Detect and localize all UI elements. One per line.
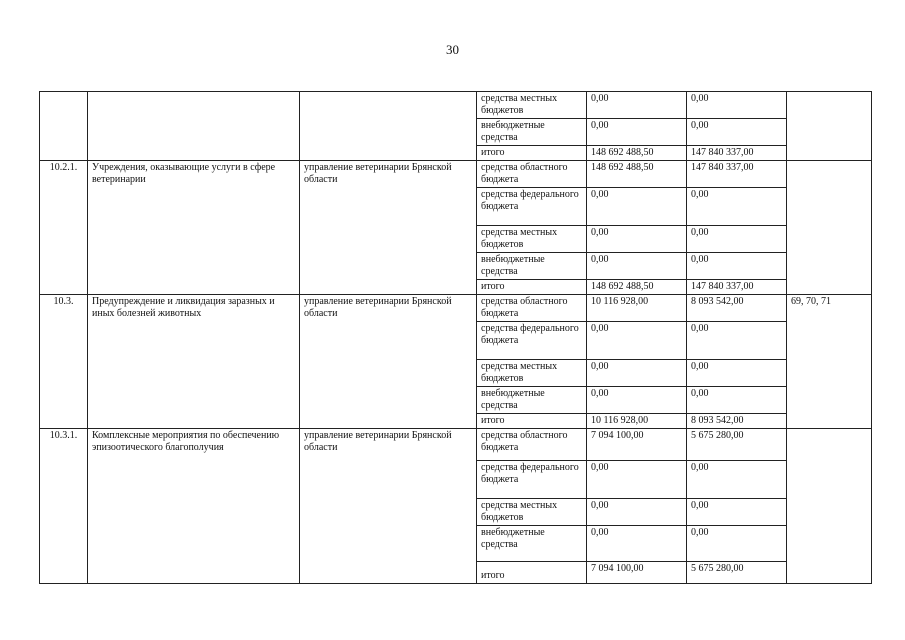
section-executor: управление ветеринарии Брянской области [300, 161, 477, 295]
section-title: Комплексные мероприятия по обеспечению эпизоотического благополучия [88, 429, 300, 584]
section-number: 10.3.1. [40, 429, 88, 584]
amount-year-1: 7 094 100,00 [587, 429, 687, 461]
section-number: 10.2.1. [40, 161, 88, 295]
amount-year-1: 148 692 488,50 [587, 280, 687, 295]
amount-year-2: 147 840 337,00 [687, 280, 787, 295]
amount-year-2: 0,00 [687, 92, 787, 119]
amount-year-2: 0,00 [687, 387, 787, 414]
section-indicators [787, 429, 872, 584]
amount-year-1: 148 692 488,50 [587, 146, 687, 161]
amount-year-1: 10 116 928,00 [587, 295, 687, 322]
funding-source: внебюджетные средства [477, 387, 587, 414]
amount-year-2: 0,00 [687, 226, 787, 253]
funding-source: средства областного бюджета [477, 161, 587, 188]
continuation-title-cell [88, 92, 300, 161]
funding-source: средства местных бюджетов [477, 92, 587, 119]
continuation-indicators-cell [787, 92, 872, 161]
amount-year-1: 0,00 [587, 461, 687, 499]
amount-year-2: 0,00 [687, 253, 787, 280]
amount-year-2: 5 675 280,00 [687, 429, 787, 461]
table-body [40, 92, 872, 584]
funding-source: внебюджетные средства [477, 119, 587, 146]
funding-source: внебюджетные средства [477, 526, 587, 562]
amount-year-1: 0,00 [587, 92, 687, 119]
funding-source: средства федерального бюджета [477, 188, 587, 226]
amount-year-1: 0,00 [587, 119, 687, 146]
amount-year-2: 147 840 337,00 [687, 146, 787, 161]
section-number: 10.3. [40, 295, 88, 429]
page-number: 30 [446, 42, 459, 57]
amount-year-2: 0,00 [687, 322, 787, 360]
amount-year-2: 0,00 [687, 360, 787, 387]
amount-year-1: 0,00 [587, 322, 687, 360]
funding-source: итого [477, 562, 587, 584]
amount-year-2: 0,00 [687, 461, 787, 499]
funding-source: средства областного бюджета [477, 295, 587, 322]
amount-year-1: 0,00 [587, 360, 687, 387]
funding-source: средства федерального бюджета [477, 322, 587, 360]
amount-year-2: 0,00 [687, 526, 787, 562]
funding-source: средства местных бюджетов [477, 226, 587, 253]
amount-year-1: 148 692 488,50 [587, 161, 687, 188]
amount-year-1: 0,00 [587, 188, 687, 226]
funding-source: средства областного бюджета [477, 429, 587, 461]
amount-year-1: 0,00 [587, 526, 687, 562]
budget-table [39, 91, 872, 584]
section-indicators [787, 161, 872, 295]
amount-year-2: 8 093 542,00 [687, 295, 787, 322]
continuation-number-cell [40, 92, 88, 161]
amount-year-1: 0,00 [587, 499, 687, 526]
funding-source: итого [477, 414, 587, 429]
section-title: Предупреждение и ликвидация заразных и иных болезней животных [88, 295, 300, 429]
amount-year-2: 8 093 542,00 [687, 414, 787, 429]
funding-source: итого [477, 280, 587, 295]
amount-year-2: 0,00 [687, 119, 787, 146]
section-executor: управление ветеринарии Брянской области [300, 295, 477, 429]
amount-year-2: 0,00 [687, 188, 787, 226]
funding-source: итого [477, 146, 587, 161]
amount-year-1: 0,00 [587, 387, 687, 414]
amount-year-1: 7 094 100,00 [587, 562, 687, 584]
amount-year-2: 147 840 337,00 [687, 161, 787, 188]
amount-year-1: 0,00 [587, 226, 687, 253]
funding-source: средства местных бюджетов [477, 360, 587, 387]
table-row [40, 295, 872, 322]
amount-year-2: 5 675 280,00 [687, 562, 787, 584]
amount-year-1: 0,00 [587, 253, 687, 280]
funding-source: средства местных бюджетов [477, 499, 587, 526]
amount-year-2: 0,00 [687, 499, 787, 526]
table-row [40, 429, 872, 461]
funding-source: внебюджетные средства [477, 253, 587, 280]
amount-year-1: 10 116 928,00 [587, 414, 687, 429]
section-title: Учреждения, оказывающие услуги в сфере ветеринарии [88, 161, 300, 295]
funding-source: средства федерального бюджета [477, 461, 587, 499]
continuation-executor-cell [300, 92, 477, 161]
section-indicators: 69, 70, 71 [787, 295, 872, 429]
section-executor: управление ветеринарии Брянской области [300, 429, 477, 584]
table-row [40, 161, 872, 188]
table-row [40, 92, 872, 119]
